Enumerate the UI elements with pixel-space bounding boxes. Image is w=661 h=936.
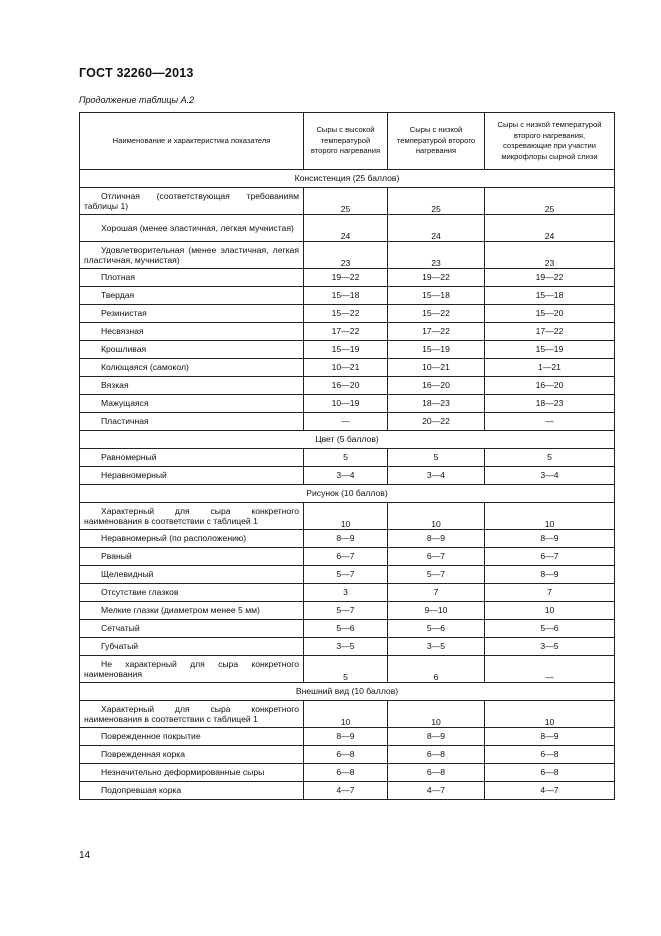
score-cell: 6—8 bbox=[304, 764, 388, 782]
score-cell: 16—20 bbox=[485, 377, 615, 395]
indicator-name: Отсутствие глазков bbox=[101, 587, 179, 598]
indicator-name-cell bbox=[80, 701, 304, 728]
indicator-name: Подопревшая корка bbox=[101, 785, 182, 796]
score-cell: 10 bbox=[485, 503, 615, 530]
score-cell: 8—9 bbox=[485, 728, 615, 746]
table-row bbox=[80, 269, 615, 287]
score-cell: 15—19 bbox=[388, 341, 485, 359]
indicator-name-cell bbox=[80, 566, 304, 584]
indicator-name: Отличная (соответствующая требованиям таблицы 1) bbox=[84, 190, 299, 211]
table-row bbox=[80, 728, 615, 746]
indicator-name: Сетчатый bbox=[101, 623, 140, 634]
indicator-name: Характерный для сыра конкретного наименования в соответствии с таблицей 1 bbox=[84, 703, 299, 724]
table-row bbox=[80, 323, 615, 341]
score-cell: 8—9 bbox=[485, 566, 615, 584]
indicator-name: Характерный для сыра конкретного наименования в соответствии с таблицей 1 bbox=[84, 505, 299, 526]
score-cell: 6—7 bbox=[485, 548, 615, 566]
score-cell: 19—22 bbox=[304, 269, 388, 287]
indicator-name: Неравномерный (по расположению) bbox=[101, 533, 247, 544]
score-cell: 10 bbox=[304, 503, 388, 530]
indicator-name-cell bbox=[80, 188, 304, 215]
table-row bbox=[80, 467, 615, 485]
score-cell: 6—8 bbox=[304, 746, 388, 764]
score-cell: 15—18 bbox=[388, 287, 485, 305]
score-cell: — bbox=[485, 413, 615, 431]
indicator-name-cell bbox=[80, 782, 304, 800]
score-cell: 8—9 bbox=[388, 530, 485, 548]
indicator-name-cell bbox=[80, 395, 304, 413]
table-row bbox=[80, 701, 615, 728]
score-cell: 5—6 bbox=[388, 620, 485, 638]
section-row bbox=[80, 683, 615, 701]
score-cell: 5—6 bbox=[304, 620, 388, 638]
score-cell: 5 bbox=[388, 449, 485, 467]
header-indicator: Наименование и характеристика показателя bbox=[80, 113, 304, 170]
section-title: Рисунок (10 баллов) bbox=[80, 485, 615, 503]
table-row bbox=[80, 359, 615, 377]
score-cell: 18—23 bbox=[485, 395, 615, 413]
score-cell: 24 bbox=[388, 215, 485, 242]
table-row bbox=[80, 188, 615, 215]
indicator-name-cell bbox=[80, 728, 304, 746]
score-cell: 10—21 bbox=[304, 359, 388, 377]
section-row bbox=[80, 485, 615, 503]
section-row bbox=[80, 431, 615, 449]
indicator-name: Неравномерный bbox=[101, 470, 167, 481]
score-cell: 6—7 bbox=[304, 548, 388, 566]
score-cell: 3—4 bbox=[485, 467, 615, 485]
table-row bbox=[80, 503, 615, 530]
score-cell: 3 bbox=[304, 584, 388, 602]
score-cell: 18—23 bbox=[388, 395, 485, 413]
indicator-name-cell bbox=[80, 359, 304, 377]
table-row bbox=[80, 764, 615, 782]
indicator-name-cell bbox=[80, 323, 304, 341]
indicator-name: Крошливая bbox=[101, 344, 147, 355]
indicator-name-cell bbox=[80, 215, 304, 242]
score-cell: 5—6 bbox=[485, 620, 615, 638]
table-row bbox=[80, 242, 615, 269]
indicator-name: Не характерный для сыра конкретного наименования bbox=[84, 658, 299, 679]
indicator-name: Несвязная bbox=[101, 326, 144, 337]
score-cell: — bbox=[485, 656, 615, 683]
score-cell: 6 bbox=[388, 656, 485, 683]
score-cell: 6—8 bbox=[388, 764, 485, 782]
indicator-name-cell bbox=[80, 638, 304, 656]
indicator-name: Удовлетворительная (менее эластичная, легкая пластичная, мучнистая) bbox=[84, 244, 299, 265]
table-row bbox=[80, 215, 615, 242]
table-row bbox=[80, 287, 615, 305]
section-title: Внешний вид (10 баллов) bbox=[80, 683, 615, 701]
indicator-name: Поврежденная корка bbox=[101, 749, 185, 760]
score-cell: 1—21 bbox=[485, 359, 615, 377]
indicator-name-cell bbox=[80, 746, 304, 764]
table-row bbox=[80, 566, 615, 584]
table-row bbox=[80, 341, 615, 359]
indicator-name: Губчатый bbox=[101, 641, 139, 652]
table-row bbox=[80, 638, 615, 656]
score-cell: 15—18 bbox=[304, 287, 388, 305]
score-cell: 15—19 bbox=[304, 341, 388, 359]
indicator-name-cell bbox=[80, 287, 304, 305]
score-cell: 10—21 bbox=[388, 359, 485, 377]
indicator-name-cell bbox=[80, 503, 304, 530]
score-cell: 19—22 bbox=[485, 269, 615, 287]
score-cell: 17—22 bbox=[304, 323, 388, 341]
indicator-name-cell bbox=[80, 620, 304, 638]
score-cell: 10 bbox=[388, 701, 485, 728]
table-row bbox=[80, 656, 615, 683]
score-cell: — bbox=[304, 413, 388, 431]
indicator-name-cell bbox=[80, 602, 304, 620]
score-cell: 3—4 bbox=[388, 467, 485, 485]
score-cell: 23 bbox=[485, 242, 615, 269]
indicator-name: Незначительно деформированные сыры bbox=[101, 767, 265, 778]
score-cell: 7 bbox=[485, 584, 615, 602]
table-row bbox=[80, 305, 615, 323]
indicator-name-cell bbox=[80, 467, 304, 485]
section-title: Консистенция (25 баллов) bbox=[80, 170, 615, 188]
table-row bbox=[80, 413, 615, 431]
score-cell: 20—22 bbox=[388, 413, 485, 431]
indicator-name: Рваный bbox=[101, 551, 132, 562]
score-cell: 10—19 bbox=[304, 395, 388, 413]
indicator-name: Щелевидный bbox=[101, 569, 154, 580]
score-cell: 3—5 bbox=[485, 638, 615, 656]
score-cell: 16—20 bbox=[304, 377, 388, 395]
score-cell: 3—5 bbox=[304, 638, 388, 656]
table-header-row bbox=[80, 113, 615, 170]
score-cell: 6—8 bbox=[485, 746, 615, 764]
indicator-name: Мелкие глазки (диаметром менее 5 мм) bbox=[101, 605, 260, 616]
table-row bbox=[80, 584, 615, 602]
table-body bbox=[80, 170, 615, 800]
document-code: ГОСТ 32260—2013 bbox=[79, 66, 194, 80]
score-cell: 8—9 bbox=[304, 530, 388, 548]
indicator-name: Колющаяся (самокол) bbox=[101, 362, 189, 373]
score-cell: 4—7 bbox=[485, 782, 615, 800]
table-caption: Продолжение таблицы А.2 bbox=[79, 95, 195, 105]
indicator-name-cell bbox=[80, 413, 304, 431]
indicator-name-cell bbox=[80, 305, 304, 323]
indicator-name-cell bbox=[80, 530, 304, 548]
score-cell: 3—4 bbox=[304, 467, 388, 485]
score-cell: 4—7 bbox=[388, 782, 485, 800]
header-low-temp-smear: Сыры с низкой температурой второго нагревания, созревающие при участии микрофлоры сырной слизи bbox=[485, 113, 615, 170]
score-cell: 24 bbox=[485, 215, 615, 242]
score-cell: 23 bbox=[304, 242, 388, 269]
indicator-name-cell bbox=[80, 584, 304, 602]
score-cell: 5—7 bbox=[304, 566, 388, 584]
table-row bbox=[80, 602, 615, 620]
indicator-name-cell bbox=[80, 269, 304, 287]
page-number: 14 bbox=[79, 850, 91, 861]
table-row bbox=[80, 395, 615, 413]
table-row bbox=[80, 530, 615, 548]
table-row bbox=[80, 620, 615, 638]
indicator-name: Вязкая bbox=[101, 380, 129, 391]
indicator-table bbox=[79, 112, 615, 800]
indicator-name-cell bbox=[80, 242, 304, 269]
score-cell: 6—8 bbox=[485, 764, 615, 782]
score-cell: 16—20 bbox=[388, 377, 485, 395]
indicator-name-cell bbox=[80, 449, 304, 467]
score-cell: 8—9 bbox=[304, 728, 388, 746]
score-cell: 8—9 bbox=[388, 728, 485, 746]
score-cell: 5 bbox=[485, 449, 615, 467]
score-cell: 19—22 bbox=[388, 269, 485, 287]
score-cell: 17—22 bbox=[485, 323, 615, 341]
score-cell: 17—22 bbox=[388, 323, 485, 341]
score-cell: 25 bbox=[388, 188, 485, 215]
score-cell: 6—7 bbox=[388, 548, 485, 566]
indicator-name: Поврежденное покрытие bbox=[101, 731, 201, 742]
score-cell: 10 bbox=[485, 701, 615, 728]
table-row bbox=[80, 449, 615, 467]
table-row bbox=[80, 377, 615, 395]
score-cell: 23 bbox=[388, 242, 485, 269]
table-row bbox=[80, 746, 615, 764]
section-title: Цвет (5 баллов) bbox=[80, 431, 615, 449]
score-cell: 3—5 bbox=[388, 638, 485, 656]
score-cell: 7 bbox=[388, 584, 485, 602]
score-cell: 5—7 bbox=[388, 566, 485, 584]
score-cell: 10 bbox=[304, 701, 388, 728]
indicator-name-cell bbox=[80, 377, 304, 395]
score-cell: 5 bbox=[304, 656, 388, 683]
indicator-name: Твердая bbox=[101, 290, 135, 301]
score-cell: 24 bbox=[304, 215, 388, 242]
section-row bbox=[80, 170, 615, 188]
indicator-name: Пластичная bbox=[101, 416, 149, 427]
score-cell: 15—22 bbox=[304, 305, 388, 323]
score-cell: 9—10 bbox=[388, 602, 485, 620]
score-cell: 15—20 bbox=[485, 305, 615, 323]
header-low-temp: Сыры с низкой температурой второго нагревания bbox=[388, 113, 485, 170]
indicator-name: Плотная bbox=[101, 272, 135, 283]
indicator-name: Равномерный bbox=[101, 452, 157, 463]
score-cell: 25 bbox=[304, 188, 388, 215]
indicator-name: Резинистая bbox=[101, 308, 147, 319]
score-cell: 10 bbox=[388, 503, 485, 530]
score-cell: 6—8 bbox=[388, 746, 485, 764]
indicator-name-cell bbox=[80, 341, 304, 359]
score-cell: 15—18 bbox=[485, 287, 615, 305]
indicator-name: Мажущаяся bbox=[101, 398, 149, 409]
table-row bbox=[80, 782, 615, 800]
score-cell: 5—7 bbox=[304, 602, 388, 620]
score-cell: 10 bbox=[485, 602, 615, 620]
indicator-name-cell bbox=[80, 548, 304, 566]
score-cell: 8—9 bbox=[485, 530, 615, 548]
indicator-name-cell bbox=[80, 764, 304, 782]
table-row bbox=[80, 548, 615, 566]
score-cell: 25 bbox=[485, 188, 615, 215]
score-cell: 5 bbox=[304, 449, 388, 467]
score-cell: 15—19 bbox=[485, 341, 615, 359]
indicator-name-cell bbox=[80, 656, 304, 683]
header-high-temp: Сыры с высокой температурой второго нагревания bbox=[304, 113, 388, 170]
indicator-name: Хорошая (менее эластичная, легкая мучнистая) bbox=[101, 222, 294, 233]
score-cell: 15—22 bbox=[388, 305, 485, 323]
score-cell: 4—7 bbox=[304, 782, 388, 800]
